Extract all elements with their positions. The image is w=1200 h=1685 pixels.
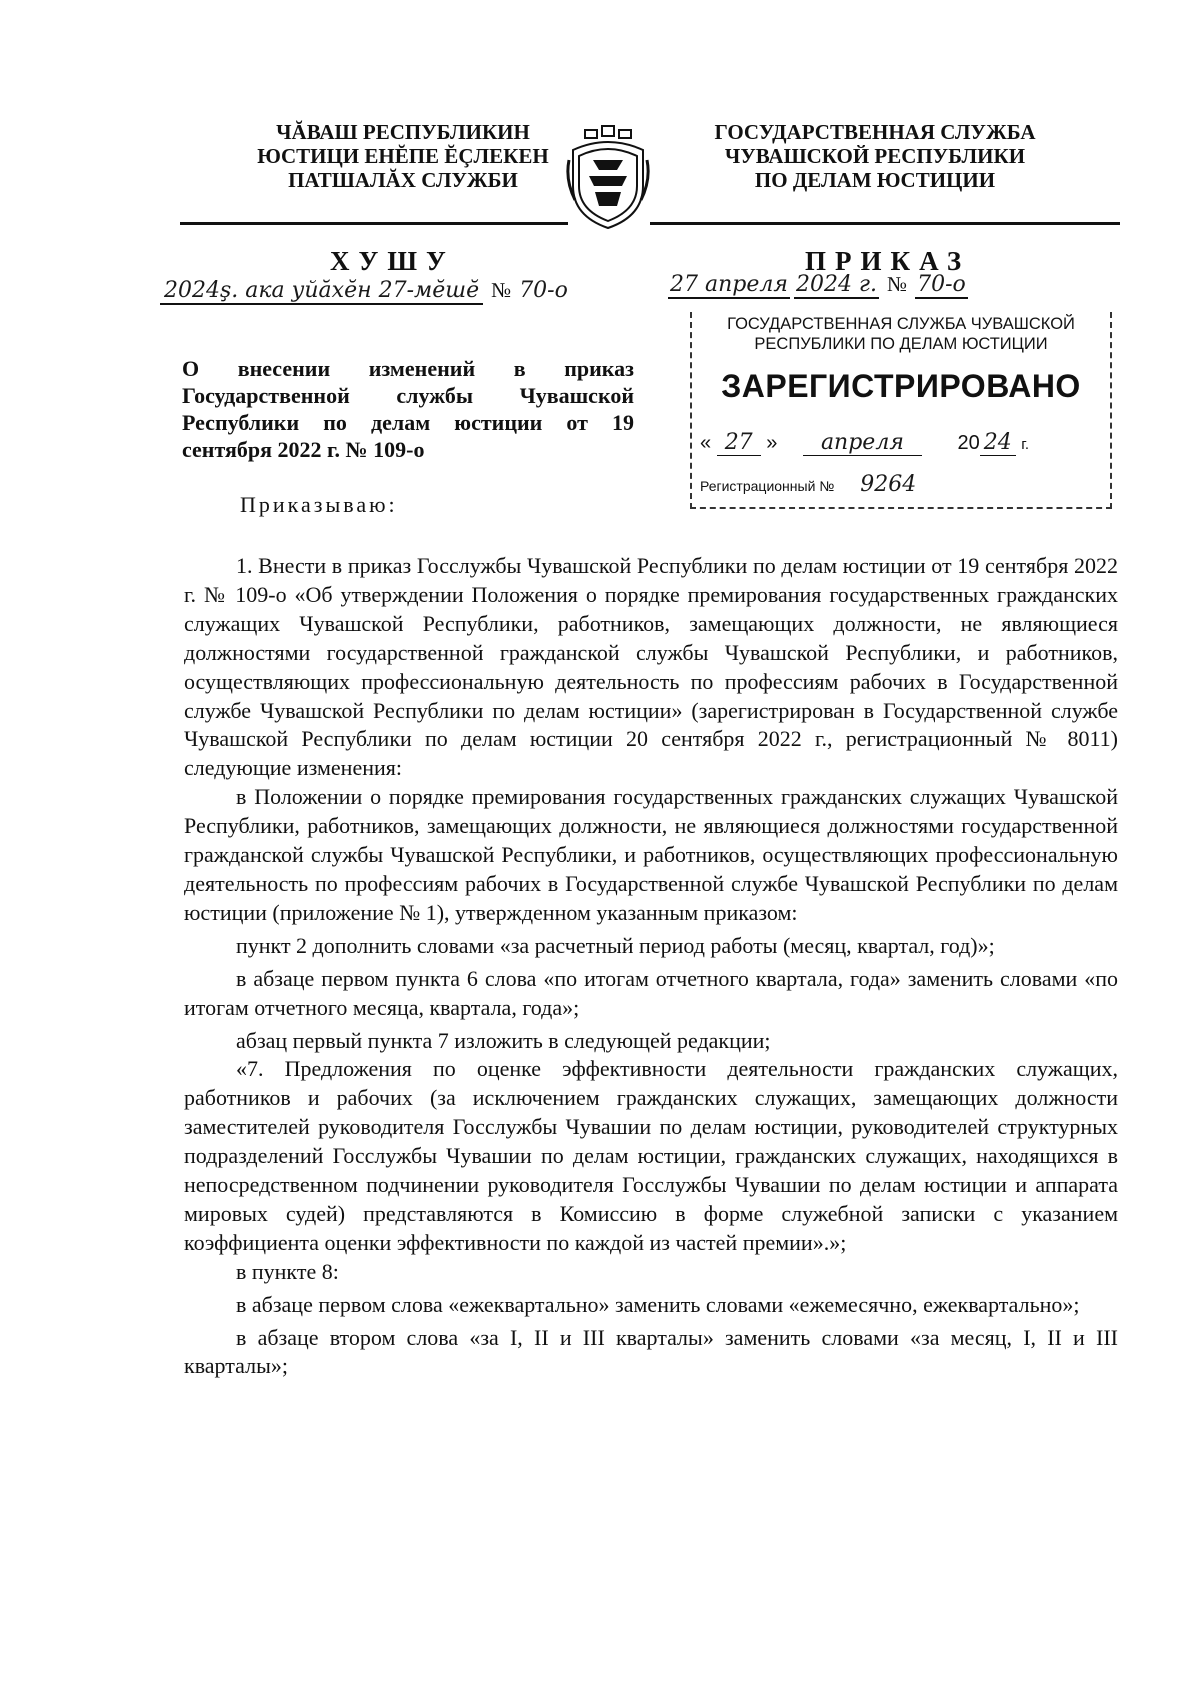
stamp-quote-close: » (766, 432, 778, 454)
date-line-chuvash (160, 278, 630, 305)
paragraph-4: в абзаце первом пункта 6 слова «по итогам отчетного квартала, года» заменить словами «по итогам отчетного месяца, квартала, года»; (184, 965, 1118, 1020)
paragraph-8: в абзаце первом слова «ежеквартально» заменить словами «ежемесячно, ежеквартально»; (236, 1291, 1080, 1317)
paragraph-1: 1. Внести в приказ Госслужбы Чувашской Республики по делам юстиции от 19 сентября 2022 г. № 109-о «Об утверждении Положения о порядке премирования государственных гражданских служащих Чувашской Республики, работников, замещающих должности, не являющиеся должностями государственной гражданской службы Чувашской Республики, и работников, осуществляющих профессиональную деятельность по профессиям рабочих в Государственной службе Чувашской Республики по делам юстиции» (зарегистрирован в Государственной службе Чувашской Республики по делам юстиции 20 сентября 2022 г., регистрационный № 8011) следующие изменения: (184, 553, 1118, 781)
order-body (184, 552, 1118, 1381)
stamp-year-suffix: 24 (980, 430, 1016, 456)
paragraph-6: «7. Предложения по оценке эффективности деятельности гражданских служащих, работников и рабочих (за исключением гражданских служащих, замещающих должности заместителей руководителя Госслужбы Чувашии по делам юстиции, руководителей структурных подразделений Госслужбы Чувашии по делам юстиции, гражданских служащих, находящихся в непосредственном подчинении руководителя Госслужбы Чувашии по делам юстиции и аппарата мировых судей) представляются в Комиссию в форме служебной записки с указанием коэффициента оценки эффективности по каждой из частей премии».»; (184, 1056, 1118, 1255)
number-sign-left: № (491, 278, 512, 302)
paragraph-5: абзац первый пункта 7 изложить в следующей редакции; (236, 1027, 771, 1053)
header-rule-left (180, 222, 568, 225)
header-left-line-2: ЮСТИЦИ ЕНĔПЕ ĔÇЛЕКЕН (257, 144, 549, 168)
title-prikaz: ПРИКАЗ (805, 246, 971, 276)
stamp-date-row (700, 430, 1100, 455)
paragraph-2: в Положении о порядке премирования государственных гражданских служащих Чувашской Республики, работников, замещающих должности, не являющиеся должностями государственной гражданской службы Чувашской Республики, и работников, осуществляющих профессиональную деятельность по профессиям рабочих в Государственной службе Чувашской Республики по делам юстиции (приложение № 1), утвержденном указанным приказом: (184, 784, 1118, 925)
stamp-reg-number: 9264 (860, 472, 917, 497)
header-right-line-3: ПО ДЕЛАМ ЮСТИЦИИ (754, 168, 996, 192)
order-subject: О внесении изменений в приказ Государственной службы Чувашской Республики по делам юстиции от 19 сентября 2022 г. № 109-о (182, 356, 634, 462)
handwritten-number-left: 70-о (519, 278, 568, 303)
paragraph-7: в пункте 8: (236, 1258, 339, 1284)
header-left-line-1: ЧĂВАШ РЕСПУБЛИКИН (276, 120, 530, 144)
header-right-line-1: ГОСУДАРСТВЕННАЯ СЛУЖБА (714, 120, 1036, 144)
stamp-year-prefix: 20 (957, 432, 980, 454)
stamp-year-unit: г. (1021, 436, 1030, 453)
stamp-number-row (700, 472, 1100, 497)
header-right-line-2: ЧУВАШСКОЙ РЕСПУБЛИКИ (724, 144, 1026, 168)
stamp-day: 27 (717, 430, 761, 456)
coat-of-arms-emblem (565, 120, 651, 232)
order-word: Приказываю: (240, 492, 398, 517)
handwritten-date-chuvash: 2024ş. ака уйăхĕн 27-мĕшĕ (160, 278, 483, 305)
stamp-month: апреля (803, 430, 922, 456)
header-left-line-3: ПАТШАЛĂХ СЛУЖБИ (288, 168, 518, 192)
paragraph-3: пункт 2 дополнить словами «за расчетный период работы (месяц, квартал, год)»; (236, 932, 995, 958)
handwritten-number-right: 70-о (917, 272, 966, 297)
paragraph-9: в абзаце втором слова «за I, II и III кварталы» заменить словами «за месяц, I, II и III кварталы»; (184, 1324, 1118, 1379)
title-khushu: ХУШУ (330, 246, 455, 276)
stamp-registered-label: ЗАРЕГИСТРИРОВАНО (721, 368, 1081, 404)
header-russian-org (700, 120, 1050, 192)
handwritten-date-russian: 27 апреля (670, 272, 788, 297)
registration-stamp (690, 312, 1112, 509)
number-sign-right: № (887, 272, 908, 296)
stamp-org-line-1: ГОСУДАРСТВЕННАЯ СЛУЖБА ЧУВАШСКОЙ (727, 315, 1075, 333)
stamp-org-line-2: РЕСПУБЛИКИ ПО ДЕЛАМ ЮСТИЦИИ (754, 335, 1048, 353)
stamp-quote-open: « (700, 432, 712, 454)
date-line-russian (668, 272, 1108, 299)
stamp-reg-number-label: Регистрационный № (700, 478, 835, 494)
stamp-org-name (692, 314, 1110, 354)
header-chuvash-org (238, 120, 568, 192)
header-rule-right (650, 222, 1120, 225)
handwritten-year-russian: 2024 г. (795, 272, 878, 297)
